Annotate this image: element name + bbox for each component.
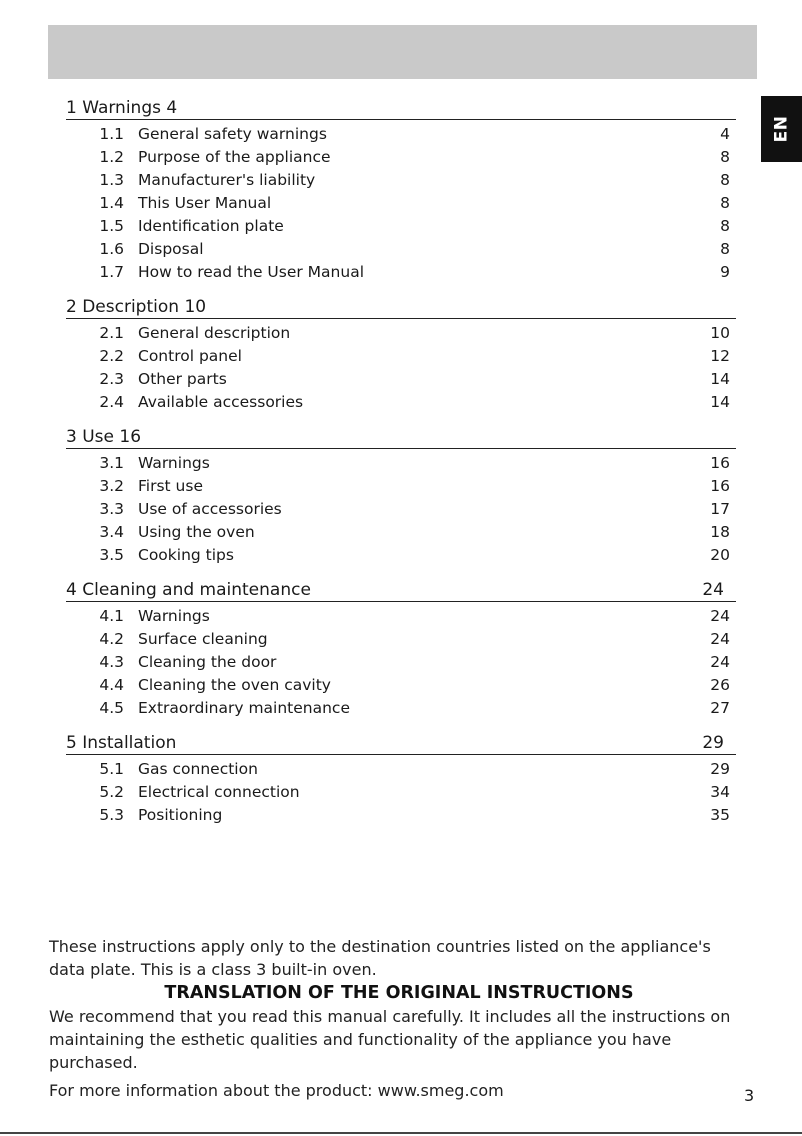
entry-title: General safety warnings xyxy=(138,124,327,143)
section-page: 29 xyxy=(702,733,724,753)
entry-title: Disposal xyxy=(138,239,204,258)
section-heading[interactable] xyxy=(66,291,736,319)
entry-number: 1.1 xyxy=(99,124,124,143)
entry-page: 8 xyxy=(720,239,730,258)
entry-number: 3.2 xyxy=(99,476,124,495)
entry-number: 4.2 xyxy=(99,629,124,648)
entry-page: 35 xyxy=(710,805,730,824)
page-number: 3 xyxy=(744,1086,755,1105)
entry-page: 14 xyxy=(710,392,730,411)
entry-title: Electrical connection xyxy=(138,782,300,801)
section-title: 4 Cleaning and maintenance xyxy=(66,580,311,600)
section-title: 3 Use 16 xyxy=(66,427,142,447)
entry-title: Use of accessories xyxy=(138,499,282,518)
entry-page: 8 xyxy=(720,193,730,212)
toc-entry[interactable] xyxy=(66,260,736,283)
toc-entry[interactable] xyxy=(66,696,736,719)
toc-section xyxy=(66,421,736,566)
entry-number: 1.3 xyxy=(99,170,124,189)
section-heading[interactable] xyxy=(66,92,736,120)
section-page: 24 xyxy=(702,580,724,600)
entry-page: 17 xyxy=(710,499,730,518)
entry-title: General description xyxy=(138,323,291,342)
entry-page: 16 xyxy=(710,476,730,495)
toc-entry[interactable] xyxy=(66,520,736,543)
entry-number: 2.1 xyxy=(99,323,124,342)
table-of-contents xyxy=(66,92,736,826)
toc-section xyxy=(66,727,736,826)
toc-entry[interactable] xyxy=(66,451,736,474)
header-band xyxy=(48,25,757,79)
entry-page: 9 xyxy=(720,262,730,281)
entry-title: Other parts xyxy=(138,369,227,388)
toc-entry[interactable] xyxy=(66,650,736,673)
entry-page: 8 xyxy=(720,216,730,235)
entry-title: Warnings xyxy=(138,453,210,472)
toc-entry[interactable] xyxy=(66,237,736,260)
recommend-text: We recommend that you read this manual carefully. It includes all the instructions on maintaining the esthetic qualities and functionality of the appliance you have purchased. xyxy=(49,1007,731,1072)
bottom-divider xyxy=(0,1132,802,1134)
toc-entry[interactable] xyxy=(66,497,736,520)
entry-page: 34 xyxy=(710,782,730,801)
toc-entry[interactable] xyxy=(66,191,736,214)
section-heading[interactable] xyxy=(66,574,736,602)
section-title: 5 Installation xyxy=(66,733,177,753)
entry-page: 10 xyxy=(710,323,730,342)
more-info-text: For more information about the product: www.smeg.com xyxy=(49,1081,504,1100)
entry-page: 27 xyxy=(710,698,730,717)
toc-entry[interactable] xyxy=(66,604,736,627)
entry-title: Cooking tips xyxy=(138,545,234,564)
entry-title: Available accessories xyxy=(138,392,304,411)
entry-page: 8 xyxy=(720,170,730,189)
entry-number: 3.5 xyxy=(99,545,124,564)
entry-number: 2.3 xyxy=(99,369,124,388)
language-tab-label: EN xyxy=(771,115,792,143)
entry-number: 2.2 xyxy=(99,346,124,365)
toc-entry[interactable] xyxy=(66,673,736,696)
entry-title: Cleaning the oven cavity xyxy=(138,675,331,694)
section-heading[interactable] xyxy=(66,421,736,449)
entry-title: Using the oven xyxy=(138,522,255,541)
entry-page: 14 xyxy=(710,369,730,388)
entry-number: 1.2 xyxy=(99,147,124,166)
entry-page: 26 xyxy=(710,675,730,694)
entry-number: 4.5 xyxy=(99,698,124,717)
toc-entry[interactable] xyxy=(66,321,736,344)
toc-entry[interactable] xyxy=(66,367,736,390)
entry-title: Extraordinary maintenance xyxy=(138,698,350,717)
toc-entry[interactable] xyxy=(66,122,736,145)
entry-title: Identification plate xyxy=(138,216,284,235)
toc-section xyxy=(66,291,736,413)
section-heading[interactable] xyxy=(66,727,736,755)
toc-entry[interactable] xyxy=(66,474,736,497)
toc-entry[interactable] xyxy=(66,757,736,780)
entry-title: Warnings xyxy=(138,606,210,625)
entry-page: 18 xyxy=(710,522,730,541)
entry-title: Surface cleaning xyxy=(138,629,268,648)
entry-number: 4.4 xyxy=(99,675,124,694)
section-title: 1 Warnings 4 xyxy=(66,98,178,118)
entry-title: Purpose of the appliance xyxy=(138,147,331,166)
toc-entry[interactable] xyxy=(66,168,736,191)
translation-heading: TRANSLATION OF THE ORIGINAL INSTRUCTIONS xyxy=(164,983,634,1003)
entry-number: 1.6 xyxy=(99,239,124,258)
entry-number: 3.3 xyxy=(99,499,124,518)
entry-number: 3.4 xyxy=(99,522,124,541)
entry-number: 5.1 xyxy=(99,759,124,778)
entry-page: 20 xyxy=(710,545,730,564)
toc-entry[interactable] xyxy=(66,344,736,367)
entry-number: 1.4 xyxy=(99,193,124,212)
entry-page: 24 xyxy=(710,652,730,671)
toc-entry[interactable] xyxy=(66,390,736,413)
entry-number: 1.5 xyxy=(99,216,124,235)
entry-number: 4.1 xyxy=(99,606,124,625)
intro-text: These instructions apply only to the destination countries listed on the appliance's data plate. This is a class 3 built-in oven. xyxy=(49,937,711,979)
toc-entry[interactable] xyxy=(66,145,736,168)
entry-title: Control panel xyxy=(138,346,242,365)
toc-entry[interactable] xyxy=(66,803,736,826)
entry-page: 24 xyxy=(710,629,730,648)
entry-number: 5.3 xyxy=(99,805,124,824)
entry-page: 16 xyxy=(710,453,730,472)
entry-number: 1.7 xyxy=(99,262,124,281)
toc-entry[interactable] xyxy=(66,543,736,566)
entry-title: Positioning xyxy=(138,805,223,824)
entry-title: Gas connection xyxy=(138,759,258,778)
toc-section xyxy=(66,574,736,719)
entry-title: This User Manual xyxy=(138,193,272,212)
entry-number: 3.1 xyxy=(99,453,124,472)
entry-title: Cleaning the door xyxy=(138,652,277,671)
entry-title: How to read the User Manual xyxy=(138,262,365,281)
entry-number: 4.3 xyxy=(99,652,124,671)
toc-entry[interactable] xyxy=(66,214,736,237)
entry-page: 12 xyxy=(710,346,730,365)
entry-number: 5.2 xyxy=(99,782,124,801)
toc-entry[interactable] xyxy=(66,627,736,650)
entry-page: 24 xyxy=(710,606,730,625)
toc-section xyxy=(66,92,736,283)
entry-page: 4 xyxy=(720,124,730,143)
entry-number: 2.4 xyxy=(99,392,124,411)
footer-notes xyxy=(49,935,749,1102)
entry-page: 29 xyxy=(710,759,730,778)
section-title: 2 Description 10 xyxy=(66,297,207,317)
toc-entry[interactable] xyxy=(66,780,736,803)
entry-title: First use xyxy=(138,476,203,495)
entry-page: 8 xyxy=(720,147,730,166)
language-tab xyxy=(761,96,802,162)
entry-title: Manufacturer's liability xyxy=(138,170,316,189)
